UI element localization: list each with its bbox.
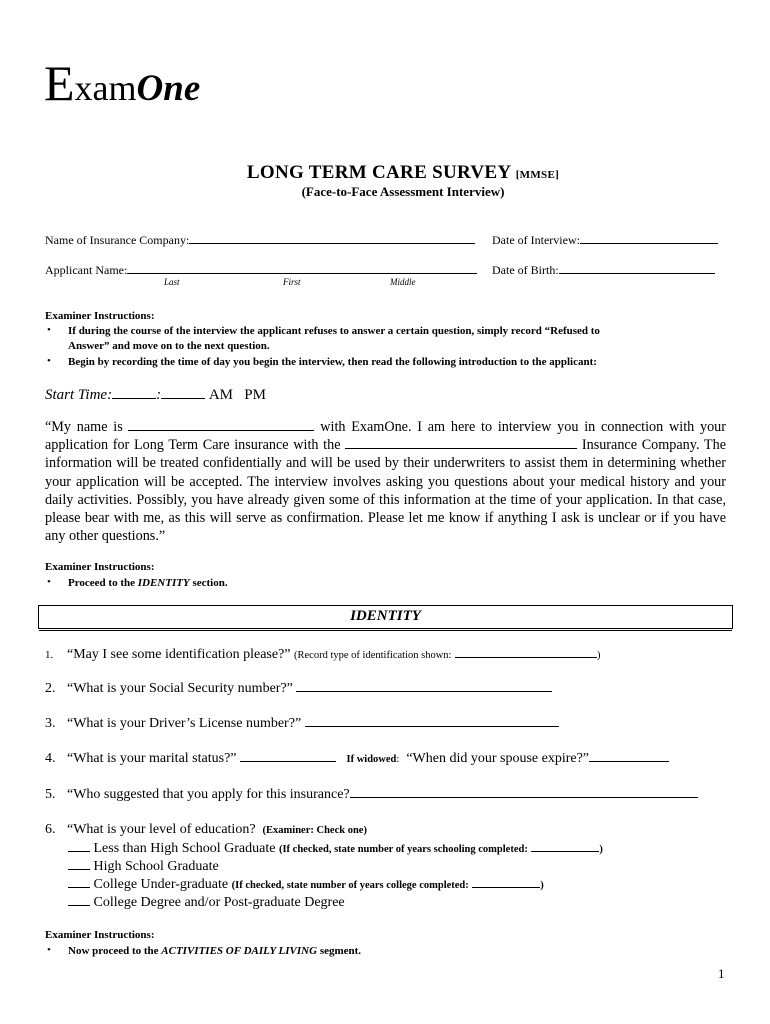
start-time-minute-field[interactable]	[161, 385, 205, 399]
marital-status-field[interactable]	[240, 750, 336, 762]
page-subtitle: (Face-to-Face Assessment Interview)	[301, 184, 505, 199]
insurance-company-field[interactable]	[189, 232, 475, 244]
insurance-company-row: Name of Insurance Company:	[45, 232, 475, 248]
name-part-middle: Middle	[390, 277, 416, 287]
years-schooling-field[interactable]	[531, 841, 599, 852]
bullet-icon: •	[47, 576, 51, 588]
applicant-name-row: Applicant Name:	[45, 262, 477, 278]
question-1: 1. “May I see some identification please?” (Record type of identification shown: )	[45, 647, 601, 662]
education-option-college-degree: College Degree and/or Post-graduate Degree	[68, 894, 345, 911]
identity-section-title: IDENTITY	[350, 608, 421, 624]
date-of-interview-field[interactable]	[580, 232, 718, 244]
date-of-birth-field[interactable]	[559, 262, 715, 274]
years-college-field[interactable]	[472, 877, 540, 888]
applicant-name-field[interactable]	[127, 262, 477, 274]
instructions-heading-1: Examiner Instructions:	[45, 310, 155, 322]
question-4: 4. “What is your marital status?” If widowed: “When did your spouse expire?”	[45, 750, 669, 767]
start-time-row: Start Time: : AM PM	[45, 387, 266, 403]
checkbox-less-than-hs[interactable]	[68, 840, 90, 852]
instruction-start-time: Begin by recording the time of day you begin the interview, then read the following introduction to the applicant:	[68, 356, 597, 368]
examiner-name-field[interactable]	[128, 418, 314, 431]
start-time-hour-field[interactable]	[112, 385, 156, 399]
checkbox-college-undergrad[interactable]	[68, 876, 90, 888]
spouse-expire-field[interactable]	[589, 750, 669, 762]
identification-type-field[interactable]	[455, 647, 597, 658]
name-part-first: First	[283, 277, 301, 287]
page-title: LONG TERM CARE SURVEY [MMSE]	[246, 162, 560, 183]
bullet-icon: •	[47, 324, 51, 336]
instruction-refused: If during the course of the interview the applicant refuses to answer a certain question, simply record “Refused to	[68, 325, 600, 337]
question-5: 5. “Who suggested that you apply for this insurance?	[45, 786, 698, 803]
checkbox-college-degree[interactable]	[68, 894, 90, 906]
instructions-heading-2: Examiner Instructions:	[45, 561, 155, 573]
instruction-proceed-adl: Now proceed to the ACTIVITIES OF DAILY LIVING segment.	[68, 945, 362, 957]
intro-paragraph: “My name is with ExamOne. I am here to interview you in connection with your application for Long Term Care insurance with the Insurance Company. The information will be treated confidentially and will be used by their underwriters to assist them in determining whether your application will be accepted. The interview involves asking you questions about your medical history and your daily activities. Possibly, you have already given some of this information at the time of your application. In that case, please bear with me, as this will serve as confirmation. Please let me know if anything I ask is unclear or if you have any other questions.”	[45, 419, 726, 545]
instructions-heading-3: Examiner Instructions:	[45, 929, 155, 941]
referral-field[interactable]	[350, 786, 698, 798]
education-option-less-than-hs: Less than High School Graduate (If checked, state number of years schooling completed: )	[68, 840, 603, 857]
drivers-license-field[interactable]	[305, 715, 559, 727]
ssn-field[interactable]	[296, 680, 552, 692]
question-6: 6. “What is your level of education? (Examiner: Check one)	[45, 822, 367, 837]
instruction-refused-cont: Answer” and move on to the next question.	[68, 340, 270, 352]
insurance-company-blank[interactable]	[345, 436, 577, 449]
date-of-birth-row: Date of Birth:	[492, 262, 715, 278]
education-option-hs-graduate: High School Graduate	[68, 858, 219, 875]
instruction-proceed-identity: Proceed to the IDENTITY section.	[68, 577, 228, 589]
question-3: 3. “What is your Driver’s License number?”	[45, 715, 559, 732]
bullet-icon: •	[47, 944, 51, 956]
bullet-icon: •	[47, 355, 51, 367]
page-number: 1	[718, 966, 725, 981]
education-option-college-undergrad: College Under-graduate (If checked, state number of years college completed: )	[68, 876, 544, 893]
pm-option[interactable]: PM	[244, 387, 266, 403]
checkbox-hs-graduate[interactable]	[68, 858, 90, 870]
name-part-last: Last	[164, 277, 180, 287]
date-of-interview-row: Date of Interview:	[492, 232, 718, 248]
examone-logo: ExamOne	[44, 55, 201, 111]
identity-section-header	[38, 605, 733, 629]
am-option[interactable]: AM	[208, 387, 234, 403]
question-2: 2. “What is your Social Security number?”	[45, 680, 552, 697]
